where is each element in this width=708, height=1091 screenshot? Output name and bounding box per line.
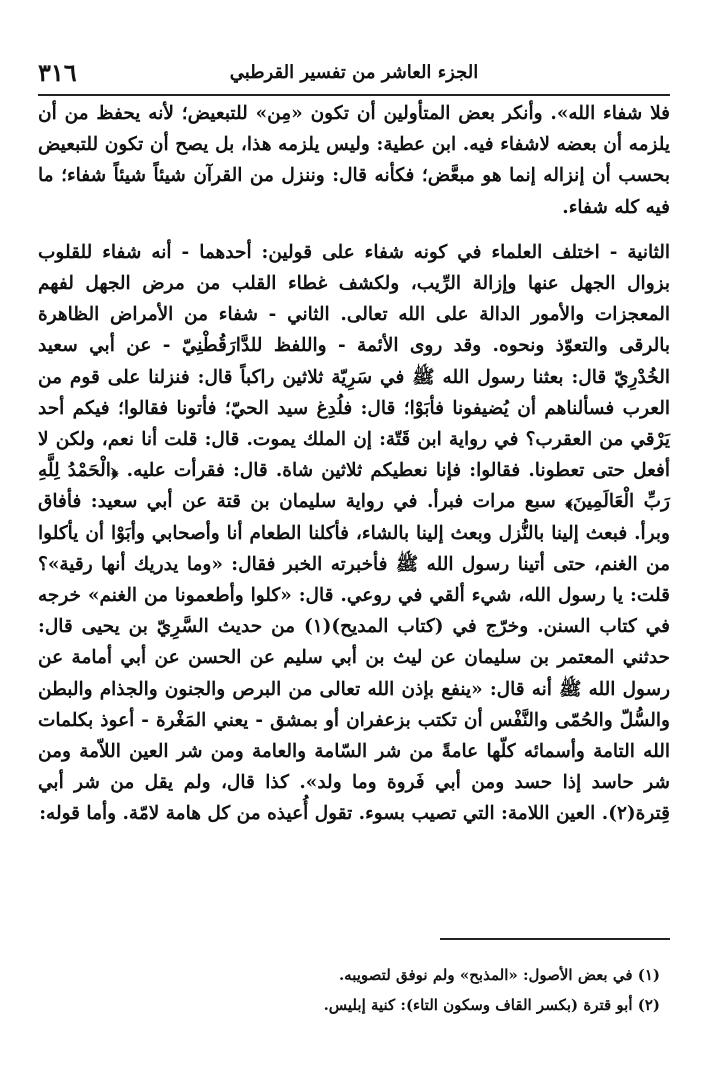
footnote-2: (٢) أبو قترة (بكسر القاف وسكون التاء): كنية إبليس. bbox=[323, 996, 660, 1014]
footnotes bbox=[38, 960, 670, 1020]
footnote-separator bbox=[440, 938, 670, 940]
page-number: ٣١٦ bbox=[38, 58, 77, 87]
page-header bbox=[38, 56, 670, 96]
body-text bbox=[38, 98, 670, 830]
paragraph-2: الثانية - اختلف العلماء في كونه شفاء على قولين: أحدهما - أنه شفاء للقلوب بزوال الجهل عنها وإزالة الرِّيب، ولكشف غطاء القلب من مرض الجهل لفهم المعجزات والأمور الدالة على الله تعالى. الثاني - شفاء من الأمراض الظاهرة بالرقى والتعوّذ ونحوه. وقد روى الأئمة - واللفظ للدَّارَقُطْنِيّ - عن أبي سعيد الخُدْرِيّ قال: بعثنا رسول الله ﷺ في سَرِيّة ثلاثين راكباً قال: فنزلنا على قوم من العرب فسألناهم أن يُضيفونا فأبَوْا؛ قال: فلُدِغ سيد الحيّ؛ فأتونا فقالوا؛ فيكم أحد يَرْقي من العقرب؟ في رواية ابن قَتّة: إن الملك يموت. قال: قلت أنا نعم، ولكن لا أفعل حتى تعطونا. فقالوا: فإنا نعطيكم ثلاثين شاة. قال: فقرأت عليه. ﴿الْحَمْدُ لِلَّهِ رَبِّ الْعَالَمِينَ﴾ سبع مرات فبرأ. في رواية سليمان بن قتة عن أبي سعيد: فأفاق وبرأ. فبعث إلينا بالنُّزل وبعث إلينا بالشاء، فأكلنا الطعام أنا وأصحابي وأبَوْا أن يأكلوا من الغنم، حتى أتينا رسول الله ﷺ فأخبرته الخبر فقال: «وما يدريك أنها رقية»؟ قلت: يا رسول الله، شيء ألقي في روعي. قال: «كلوا وأطعمونا من الغنم» خرجه في كتاب السنن. وخرّج في (كتاب المديح)(١) من حديث السَّرِيّ بن يحيى قال: حدثني المعتمر بن سليمان عن ليث بن أبي سليم عن الحسن عن أبي أمامة عن رسول الله ﷺ أنه قال: «ينفع بإذن الله تعالى من البرص والجنون والجذام والبطن والسُّلّ والحُمّى والنَّفْس أن تكتب بزعفران أو بمشق - يعني المَغْرة - أعوذ بكلمات الله التامة وأسمائه كلّها عامةً من شر السّامة والعامة ومن شر العين اللاّمة ومن شر حاسد إذا حسد ومن أبي فَروة وما ولد». كذا قال، ولم يقل من شر أبي قِترة(٢). العين اللامة: التي تصيب بسوء. تقول أُعيذه من كل هامة لامّة. وأما قوله: bbox=[38, 241, 670, 825]
running-title: الجزء العاشر من تفسير القرطبي bbox=[229, 62, 479, 83]
footnote-1: (١) في بعض الأصول: «المذبح» ولم نوفق لتصويبه. bbox=[338, 966, 660, 984]
paragraph-1: فلا شفاء الله». وأنكر بعض المتأولين أن تكون «مِن» للتبعيض؛ لأنه يحفظ من أن يلزمه أن بعضه لاشفاء فيه. ابن عطية: وليس يلزمه هذا، بل يصح أن تكون للتبعيض بحسب أن إنزاله إنما هو مبعَّض؛ فكأنه قال: وننزل من القرآن شيئاً شيئاً شفاء؛ ما فيه كله شفاء. bbox=[38, 103, 671, 218]
